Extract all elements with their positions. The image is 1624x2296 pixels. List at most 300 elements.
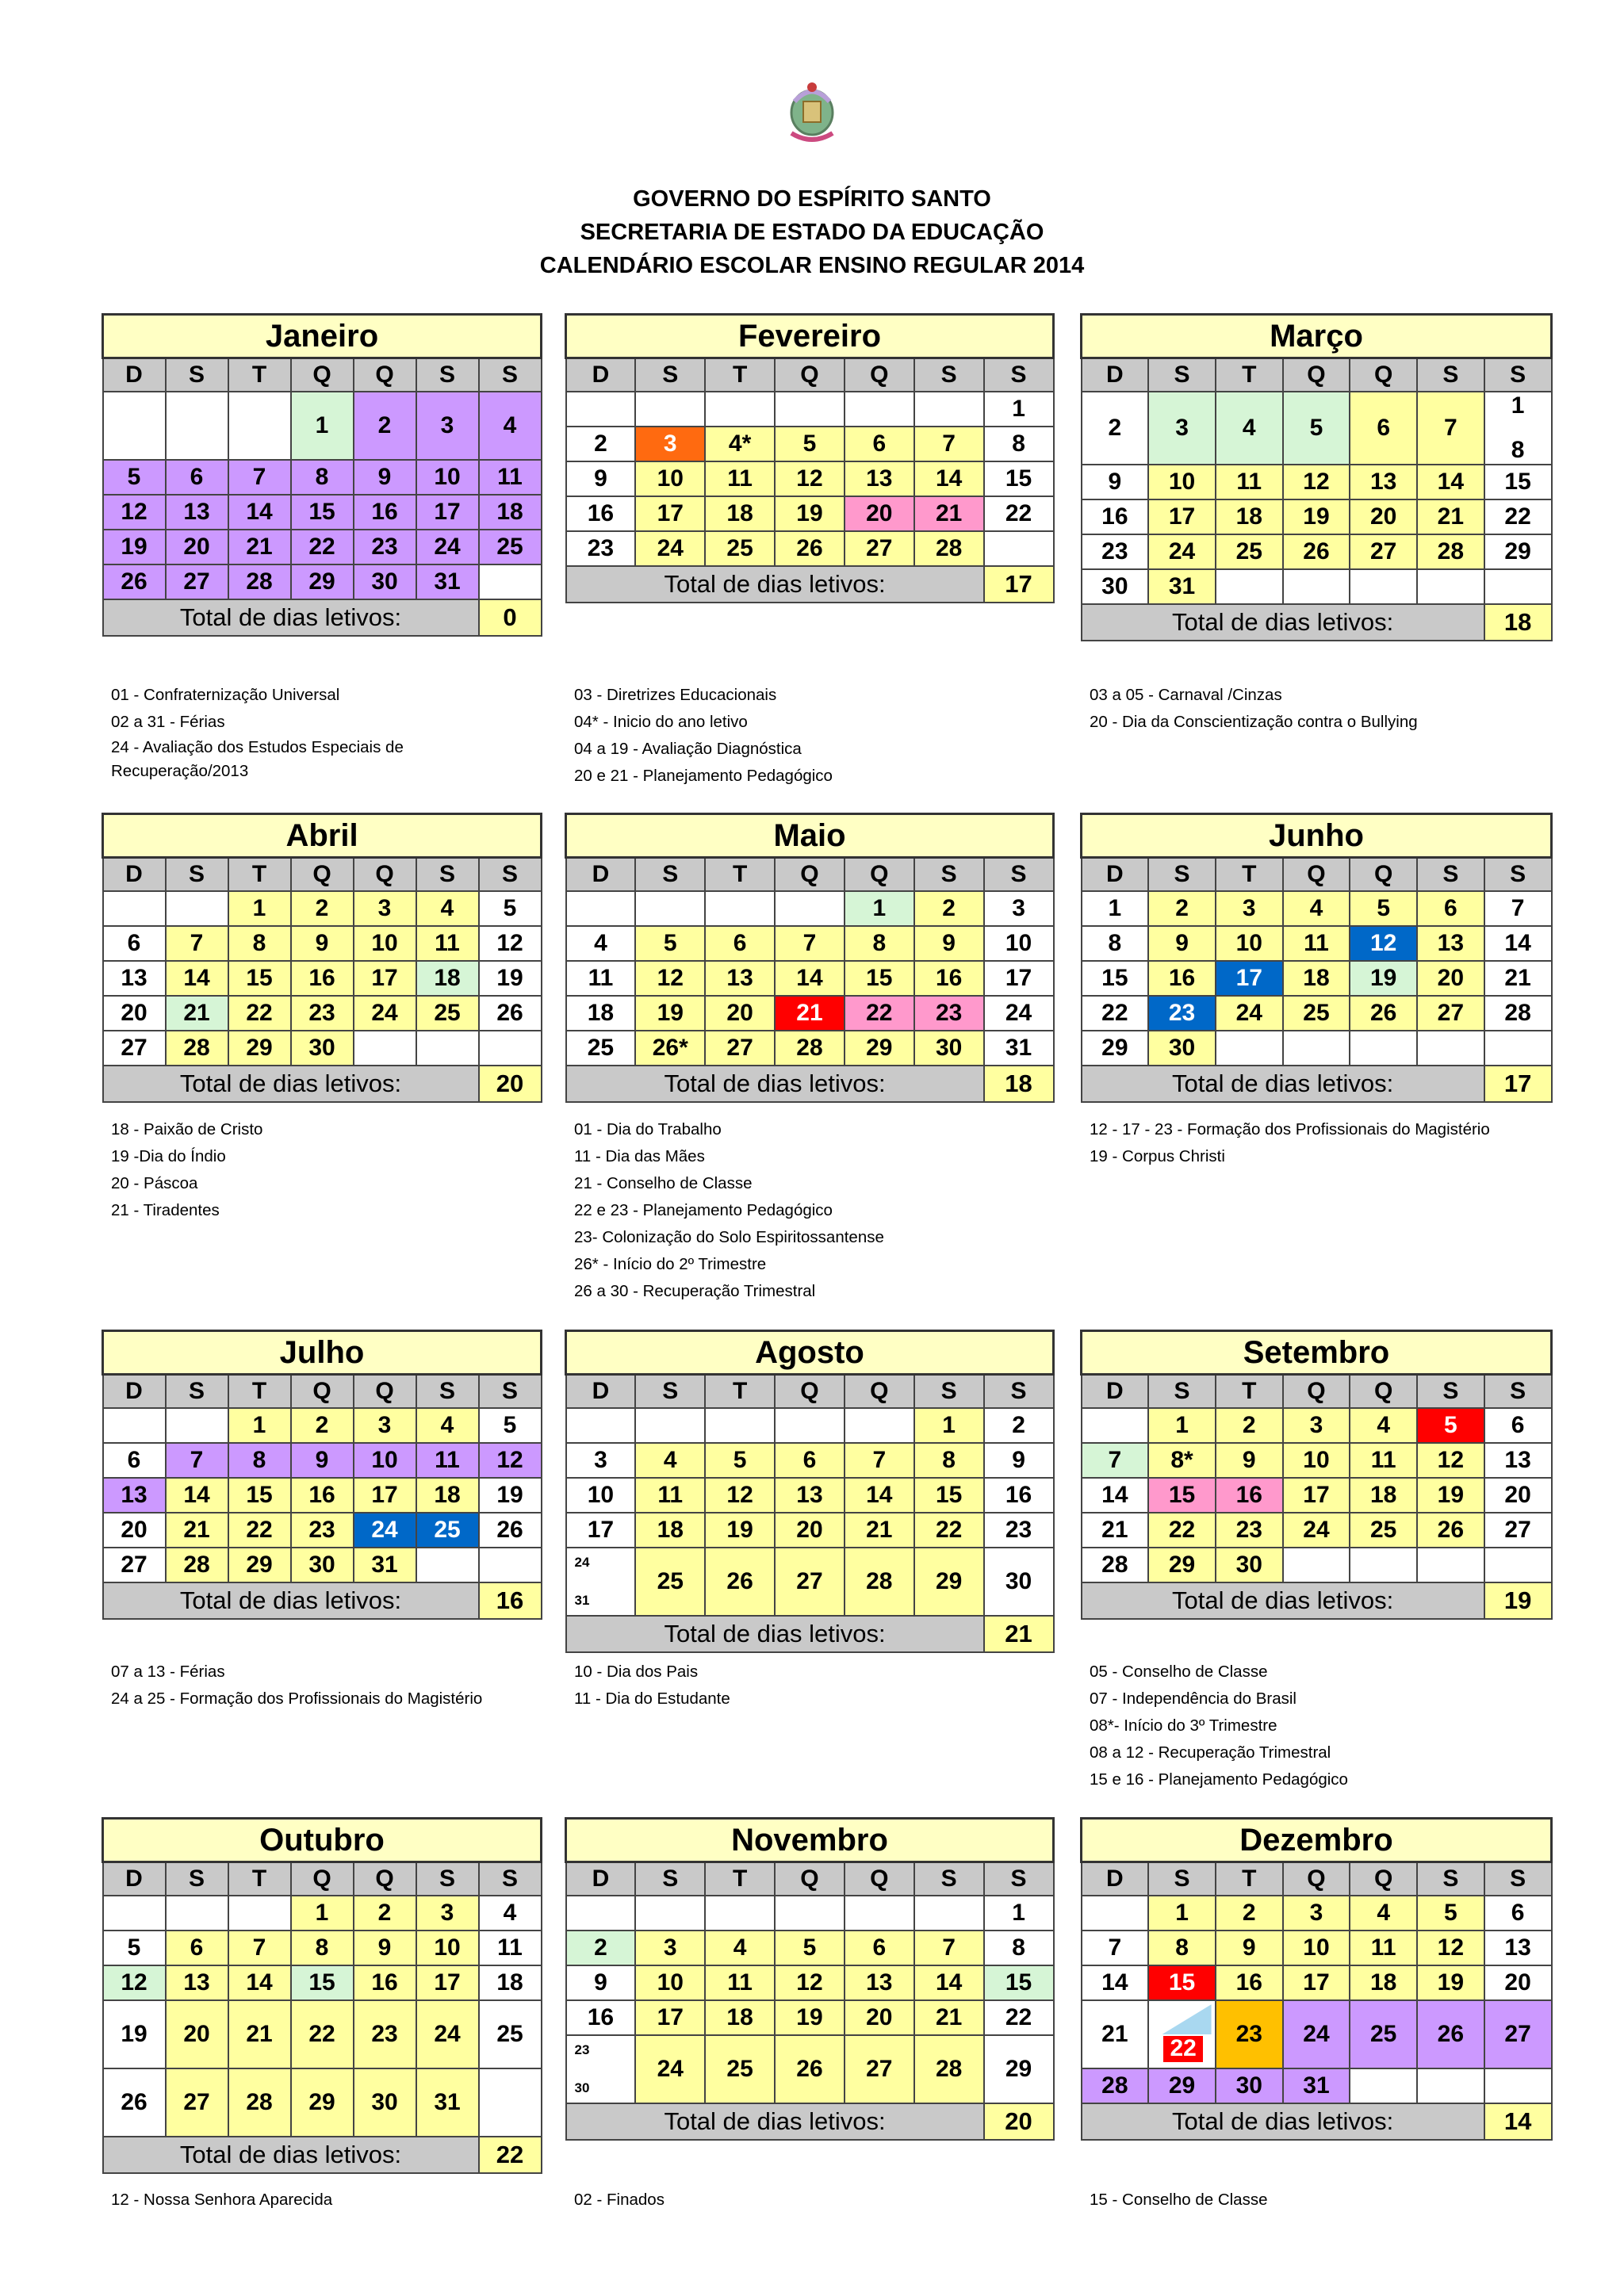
empty-day-cell	[228, 1896, 291, 1931]
weekday-header: T	[705, 1862, 775, 1896]
month-novembro	[565, 1817, 1055, 2141]
day-cell: 21	[228, 530, 291, 564]
week-row	[1082, 961, 1552, 996]
day-cell: 14	[228, 495, 291, 530]
day-number-small: 30	[574, 2080, 590, 2095]
day-cell: 31	[1148, 569, 1216, 604]
day-cell: 31	[416, 2068, 479, 2137]
day-cell: 10	[566, 1478, 636, 1513]
day-cell: 4	[416, 1408, 479, 1443]
day-cell: 4	[1216, 392, 1283, 465]
day-cell: 21	[228, 2000, 291, 2068]
month-title: Fevereiro	[566, 315, 1054, 358]
day-cell: 2	[566, 427, 636, 461]
empty-day-cell	[479, 1031, 542, 1066]
weekday-header: S	[166, 858, 228, 892]
day-cell: 9	[1082, 465, 1149, 499]
weekday-header: Q	[1350, 358, 1417, 392]
day-cell: 16	[914, 961, 984, 996]
day-cell: 27	[1484, 2000, 1552, 2068]
month-maio	[565, 813, 1055, 1103]
day-cell: 24	[984, 996, 1054, 1031]
week-row	[566, 891, 1054, 926]
weekday-header: S	[1484, 1375, 1552, 1409]
week-row	[566, 2000, 1054, 2035]
day-cell: 26	[103, 2068, 166, 2137]
empty-day-cell	[566, 891, 636, 926]
week-row	[566, 1408, 1054, 1443]
day-cell: 8	[1082, 926, 1149, 961]
month-março	[1080, 313, 1553, 641]
day-cell: 18	[566, 996, 636, 1031]
total-value: 21	[984, 1616, 1054, 1652]
day-cell: 29	[228, 1548, 291, 1582]
week-row	[103, 1443, 542, 1478]
week-row	[103, 1408, 542, 1443]
day-cell: 31	[354, 1548, 416, 1582]
day-cell: 25	[1350, 1513, 1417, 1548]
day-cell: 8	[228, 926, 291, 961]
day-cell: 7	[775, 926, 845, 961]
total-label: Total de dias letivos:	[566, 1616, 984, 1652]
day-cell: 13	[1417, 926, 1484, 961]
day-cell: 4	[479, 1896, 542, 1931]
day-cell: 12	[775, 461, 845, 496]
day-cell: 10	[635, 461, 705, 496]
week-row	[1082, 1931, 1552, 1965]
total-label: Total de dias letivos:	[103, 2137, 479, 2173]
weekday-header: D	[566, 358, 636, 392]
day-cell: 5	[479, 891, 542, 926]
weekday-header: D	[103, 858, 166, 892]
note-line: 21 - Tiradentes	[111, 1201, 220, 1219]
note-line: 24 - Avaliação dos Estudos Especiais de Recuperação/2013	[111, 738, 404, 780]
weekday-header: Q	[1283, 358, 1350, 392]
day-cell: 12	[775, 1965, 845, 2000]
empty-day-cell	[103, 1896, 166, 1931]
day-cell: 18	[416, 1478, 479, 1513]
day-cell: 8	[984, 427, 1054, 461]
month-title: Outubro	[103, 1819, 542, 1862]
day-cell: 18	[705, 2000, 775, 2035]
day-cell: 10	[1283, 1443, 1350, 1478]
weekday-header: T	[705, 858, 775, 892]
day-cell: 26	[775, 531, 845, 566]
header-calendar-title: CALENDÁRIO ESCOLAR ENSINO REGULAR 2014	[539, 253, 1085, 278]
day-cell: 25	[416, 996, 479, 1031]
empty-day-cell	[1417, 569, 1484, 604]
empty-day-cell	[228, 392, 291, 460]
note-line: 10 - Dia dos Pais	[574, 1663, 699, 1681]
day-cell: 7	[228, 460, 291, 495]
note-line: 08 a 12 - Recuperação Trimestral	[1090, 1743, 1331, 1762]
empty-day-cell	[1283, 569, 1350, 604]
empty-day-cell	[1216, 1031, 1283, 1066]
empty-day-cell	[635, 891, 705, 926]
day-cell: 26	[705, 1548, 775, 1616]
day-cell: 7	[166, 1443, 228, 1478]
month-title: Agosto	[566, 1331, 1054, 1375]
empty-day-cell	[1350, 2068, 1417, 2103]
weekday-header: T	[228, 358, 291, 392]
note-line: 21 - Conselho de Classe	[574, 1174, 753, 1192]
weekday-header: Q	[291, 1862, 354, 1896]
empty-day-cell	[479, 1548, 542, 1582]
week-row	[103, 1931, 542, 1965]
week-row	[1082, 2068, 1552, 2103]
day-cell: 4	[416, 891, 479, 926]
note-line: 07 - Independência do Brasil	[1090, 1689, 1297, 1708]
week-row	[1082, 569, 1552, 604]
weekday-header: Q	[1350, 858, 1417, 892]
day-cell: 15	[291, 1965, 354, 2000]
week-row	[566, 427, 1054, 461]
week-row	[1082, 996, 1552, 1031]
weekday-header: S	[479, 1375, 542, 1409]
day-cell: 24	[416, 530, 479, 564]
empty-day-cell	[775, 392, 845, 427]
day-cell: 23	[984, 1513, 1054, 1548]
day-cell: 17	[1283, 1965, 1350, 2000]
week-row	[566, 2035, 1054, 2103]
day-cell: 2	[1216, 1896, 1283, 1931]
day-cell: 20	[705, 996, 775, 1031]
week-row	[1082, 2000, 1552, 2068]
week-row	[566, 392, 1054, 427]
day-cell: 1	[291, 392, 354, 460]
day-cell: 8	[1148, 1931, 1216, 1965]
day-cell: 11	[635, 1478, 705, 1513]
weekday-header: S	[1148, 358, 1216, 392]
empty-day-cell	[103, 1408, 166, 1443]
empty-day-cell	[1484, 1548, 1552, 1582]
day-cell: 26	[479, 1513, 542, 1548]
day-cell: 29	[1148, 1548, 1216, 1582]
weekday-header: Q	[291, 358, 354, 392]
day-cell: 9	[566, 1965, 636, 2000]
day-cell: 14	[1082, 1478, 1149, 1513]
day-cell: 26	[479, 996, 542, 1031]
day-cell: 20	[1417, 961, 1484, 996]
day-cell: 23	[914, 996, 984, 1031]
day-cell: 30	[1082, 569, 1149, 604]
day-cell: 13	[775, 1478, 845, 1513]
empty-day-cell	[1417, 1548, 1484, 1582]
day-cell: 29	[291, 2068, 354, 2137]
weekday-header: D	[566, 1375, 636, 1409]
weekday-header: S	[1484, 358, 1552, 392]
day-cell: 13	[166, 495, 228, 530]
day-cell: 23	[1216, 1513, 1283, 1548]
week-row	[103, 1031, 542, 1066]
day-cell: 20	[1350, 499, 1417, 534]
day-cell: 17	[416, 1965, 479, 2000]
day-cell: 31	[416, 564, 479, 599]
week-row	[1082, 1443, 1552, 1478]
day-cell: 1	[1148, 1408, 1216, 1443]
day-cell: 2	[354, 1896, 416, 1931]
total-label: Total de dias letivos:	[566, 1066, 984, 1102]
week-row	[1082, 1896, 1552, 1931]
day-cell: 5	[1283, 392, 1350, 465]
week-row	[566, 996, 1054, 1031]
day-cell: 6	[166, 1931, 228, 1965]
empty-day-cell	[166, 392, 228, 460]
day-cell: 7	[1082, 1443, 1149, 1478]
day-cell: 3	[984, 891, 1054, 926]
day-cell: 18	[705, 496, 775, 531]
day-cell: 5	[705, 1443, 775, 1478]
day-cell: 20	[166, 530, 228, 564]
day-cell: 2	[566, 1931, 636, 1965]
month-notes	[574, 682, 1055, 790]
day-cell: 24	[1216, 996, 1283, 1031]
month-notes	[111, 2187, 542, 2214]
weekday-header: Q	[354, 1862, 416, 1896]
day-cell: 17	[416, 495, 479, 530]
weekday-header: T	[1216, 358, 1283, 392]
day-cell: 13	[103, 961, 166, 996]
day-cell: 14	[775, 961, 845, 996]
day-cell: 23	[1148, 996, 1216, 1031]
day-cell: 16	[1216, 1478, 1283, 1513]
day-cell: 3	[635, 427, 705, 461]
day-cell: 30	[354, 2068, 416, 2137]
day-cell: 4	[566, 926, 636, 961]
day-cell: 2	[914, 891, 984, 926]
day-cell: 12	[1350, 926, 1417, 961]
day-cell: 8	[914, 1443, 984, 1478]
day-cell: 5	[635, 926, 705, 961]
day-cell: 25	[705, 2035, 775, 2103]
empty-day-cell	[1484, 569, 1552, 604]
day-cell: 29	[1148, 2068, 1216, 2103]
day-cell: 20	[775, 1513, 845, 1548]
weekday-header: Q	[291, 1375, 354, 1409]
month-notes	[1090, 1116, 1553, 1170]
total-label: Total de dias letivos:	[1082, 2103, 1484, 2140]
day-cell: 22	[845, 996, 914, 1031]
empty-day-cell	[416, 1548, 479, 1582]
day-cell: 28	[228, 564, 291, 599]
total-value: 0	[479, 599, 542, 636]
day-cell: 15	[228, 961, 291, 996]
day-cell: 24	[354, 996, 416, 1031]
note-line: 12 - Nossa Senhora Aparecida	[111, 2191, 333, 2209]
day-cell: 23	[566, 531, 636, 566]
week-row	[103, 1478, 542, 1513]
day-cell: 31	[984, 1031, 1054, 1066]
day-cell	[566, 1548, 636, 1616]
empty-day-cell	[1216, 569, 1283, 604]
day-cell: 15	[1082, 961, 1149, 996]
day-cell: 5	[1417, 1896, 1484, 1931]
day-cell: 11	[1350, 1931, 1417, 1965]
day-cell: 15	[845, 961, 914, 996]
day-cell: 3	[416, 392, 479, 460]
day-cell: 18	[1350, 1965, 1417, 2000]
day-cell: 21	[1082, 2000, 1149, 2068]
day-cell: 12	[103, 1965, 166, 2000]
weekday-header: S	[914, 1375, 984, 1409]
day-cell: 13	[845, 461, 914, 496]
day-cell: 19	[1417, 1478, 1484, 1513]
week-row	[1082, 1513, 1552, 1548]
day-cell: 20	[845, 496, 914, 531]
day-cell: 16	[291, 961, 354, 996]
weekday-header: S	[416, 1862, 479, 1896]
weekday-header: S	[479, 358, 542, 392]
month-title: Janeiro	[103, 315, 542, 358]
day-cell: 9	[566, 461, 636, 496]
day-cell: 7	[228, 1931, 291, 1965]
day-cell: 15	[1148, 1965, 1216, 2000]
total-value: 14	[1484, 2103, 1552, 2140]
weekday-header: Q	[1350, 1375, 1417, 1409]
empty-day-cell	[845, 1896, 914, 1931]
day-cell: 1	[914, 1408, 984, 1443]
day-cell: 12	[1417, 1931, 1484, 1965]
note-line: 08*- Início do 3º Trimestre	[1090, 1716, 1277, 1735]
day-cell: 25	[416, 1513, 479, 1548]
weekday-header: S	[914, 1862, 984, 1896]
total-value: 22	[479, 2137, 542, 2173]
day-cell: 21	[914, 496, 984, 531]
day-cell: 1	[984, 392, 1054, 427]
day-cell: 7	[1484, 891, 1552, 926]
empty-day-cell	[984, 531, 1054, 566]
week-row	[103, 1965, 542, 2000]
empty-day-cell	[845, 1408, 914, 1443]
week-row	[103, 926, 542, 961]
month-title: Abril	[103, 814, 542, 858]
weekday-header: S	[166, 358, 228, 392]
day-cell: 11	[479, 1931, 542, 1965]
day-cell: 28	[775, 1031, 845, 1066]
weekday-header: D	[1082, 358, 1149, 392]
day-cell: 19	[775, 496, 845, 531]
empty-day-cell	[1082, 1896, 1149, 1931]
day-cell: 29	[914, 1548, 984, 1616]
day-cell: 8	[845, 926, 914, 961]
weekday-header: S	[479, 858, 542, 892]
day-cell: 3	[566, 1443, 636, 1478]
day-cell: 3	[635, 1931, 705, 1965]
day-cell	[1484, 392, 1552, 465]
month-outubro	[102, 1817, 542, 2174]
day-cell: 14	[1484, 926, 1552, 961]
day-cell: 18	[1283, 961, 1350, 996]
day-cell: 28	[845, 1548, 914, 1616]
day-cell: 22	[1148, 1513, 1216, 1548]
month-notes	[111, 682, 542, 783]
day-cell: 12	[479, 926, 542, 961]
week-row	[103, 1513, 542, 1548]
month-fevereiro	[565, 313, 1055, 603]
day-cell: 24	[1283, 1513, 1350, 1548]
day-cell: 18	[1350, 1478, 1417, 1513]
empty-day-cell	[566, 392, 636, 427]
day-cell: 22	[228, 996, 291, 1031]
week-row	[1082, 1478, 1552, 1513]
day-cell: 17	[635, 496, 705, 531]
note-line: 20 - Páscoa	[111, 1174, 198, 1192]
total-value: 19	[1484, 1582, 1552, 1619]
day-cell: 7	[166, 926, 228, 961]
day-cell: 27	[1417, 996, 1484, 1031]
day-cell: 15	[914, 1478, 984, 1513]
day-cell: 2	[291, 891, 354, 926]
day-cell: 19	[775, 2000, 845, 2035]
day-cell: 9	[1216, 1443, 1283, 1478]
note-line: 02 a 31 - Férias	[111, 713, 225, 731]
day-cell: 5	[775, 1931, 845, 1965]
day-cell: 19	[479, 1478, 542, 1513]
total-label: Total de dias letivos:	[103, 1582, 479, 1619]
day-cell: 30	[1216, 2068, 1283, 2103]
month-notes	[1090, 682, 1553, 736]
day-cell: 28	[1484, 996, 1552, 1031]
day-cell: 11	[1283, 926, 1350, 961]
day-cell: 4*	[705, 427, 775, 461]
week-row	[566, 1965, 1054, 2000]
day-cell: 22	[1082, 996, 1149, 1031]
weekday-header: S	[1417, 858, 1484, 892]
weekday-header: S	[914, 358, 984, 392]
day-cell: 29	[1082, 1031, 1149, 1066]
month-notes	[1090, 2187, 1553, 2214]
empty-day-cell	[416, 1031, 479, 1066]
day-cell: 16	[1216, 1965, 1283, 2000]
week-row	[103, 961, 542, 996]
day-cell: 14	[166, 961, 228, 996]
day-cell: 11	[705, 461, 775, 496]
weekday-header: T	[228, 858, 291, 892]
empty-day-cell	[166, 1896, 228, 1931]
total-value: 17	[1484, 1066, 1552, 1102]
day-cell: 28	[1082, 1548, 1149, 1582]
week-row	[103, 996, 542, 1031]
day-cell: 2	[291, 1408, 354, 1443]
day-cell: 27	[1350, 534, 1417, 569]
day-cell: 4	[479, 392, 542, 460]
day-cell: 27	[845, 531, 914, 566]
day-cell: 25	[479, 2000, 542, 2068]
empty-day-cell	[635, 392, 705, 427]
day-cell: 27	[103, 1031, 166, 1066]
day-cell: 12	[1283, 465, 1350, 499]
note-line: 26* - Início do 2º Trimestre	[574, 1255, 767, 1273]
empty-day-cell	[1283, 1548, 1350, 1582]
day-cell: 25	[705, 531, 775, 566]
day-cell: 14	[1417, 465, 1484, 499]
day-cell: 19	[479, 961, 542, 996]
day-cell: 27	[103, 1548, 166, 1582]
day-cell: 22	[1484, 499, 1552, 534]
week-row	[1082, 534, 1552, 569]
day-cell: 5	[103, 460, 166, 495]
day-cell: 18	[479, 1965, 542, 2000]
week-row	[566, 1478, 1054, 1513]
month-notes	[574, 1659, 1055, 1712]
coat-of-arms-seal	[783, 78, 841, 146]
weekday-header: Q	[354, 1375, 416, 1409]
weekday-header: T	[1216, 1375, 1283, 1409]
week-row	[1082, 1548, 1552, 1582]
month-dezembro	[1080, 1817, 1553, 2141]
weekday-header: T	[1216, 1862, 1283, 1896]
day-cell: 16	[984, 1478, 1054, 1513]
